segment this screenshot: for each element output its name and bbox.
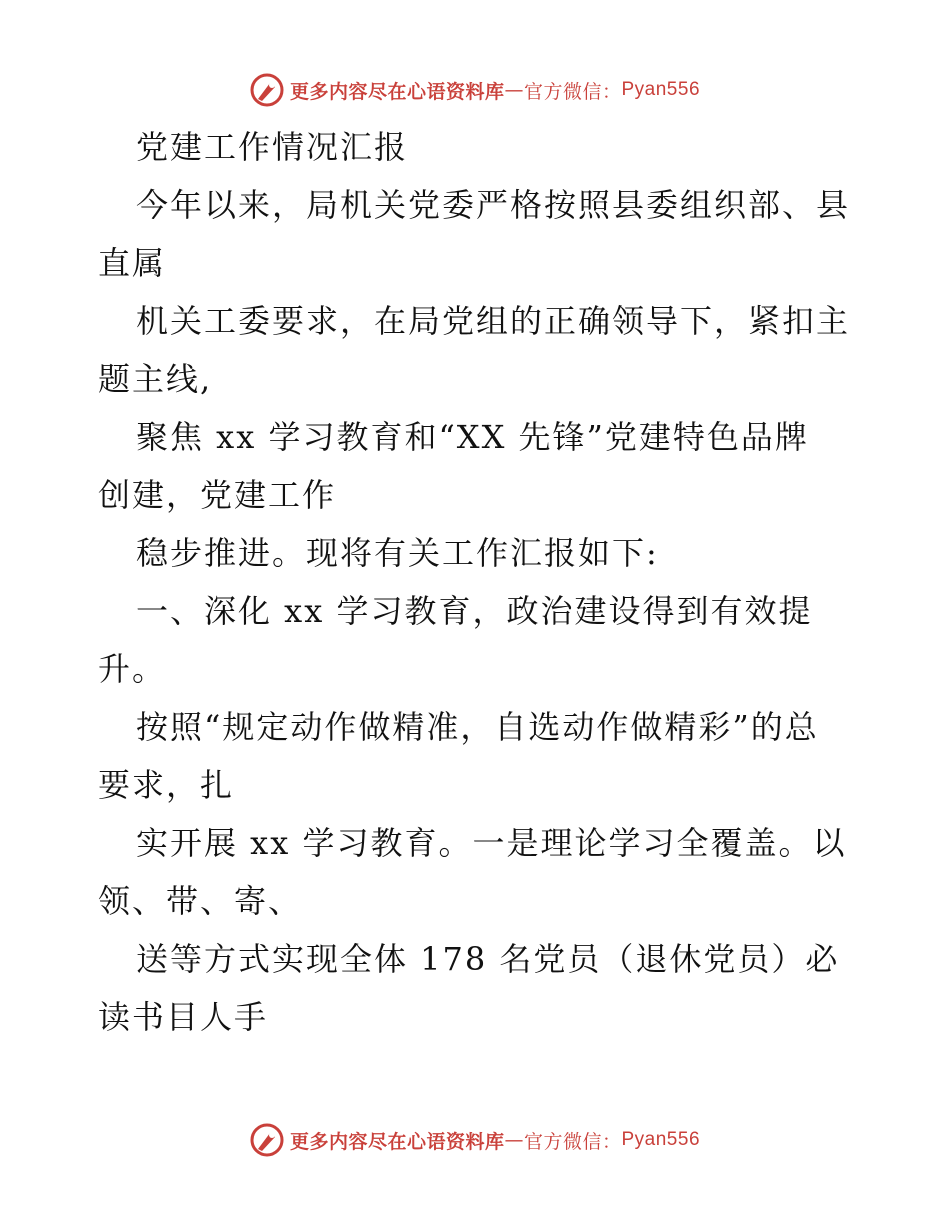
- doc-line: 题主线,: [98, 360, 213, 398]
- doc-line: 读书目人手: [98, 998, 269, 1036]
- banner-brand: 更多内容尽在心语资料库: [289, 1130, 505, 1153]
- doc-line: 升。: [98, 650, 167, 688]
- pen-nib-logo-icon: [250, 73, 284, 107]
- doc-line: 机关工委要求，在局党组的正确领导下，紧扣主: [136, 302, 851, 340]
- doc-line: 聚焦 xx 学习教育和“XX 先锋”党建特色品牌: [136, 418, 809, 456]
- doc-line: 直属: [98, 244, 167, 282]
- pen-nib-logo-icon: [250, 1123, 284, 1157]
- doc-line: 送等方式实现全体 178 名党员（退休党员）必: [136, 940, 840, 978]
- doc-line: 领、带、寄、: [98, 882, 303, 920]
- doc-line: 按照“规定动作做精准，自选动作做精彩”的总: [136, 708, 819, 746]
- banner-dash: —: [504, 79, 524, 101]
- header-banner: [0, 70, 950, 110]
- doc-line: 创建，党建工作: [98, 476, 337, 514]
- doc-line: 党建工作情况汇报: [136, 128, 409, 166]
- document-body: [98, 118, 858, 1046]
- banner-wechat-label: 官方微信：: [523, 80, 622, 103]
- banner-brand: 更多内容尽在心语资料库: [289, 80, 505, 103]
- doc-line: 实开展 xx 学习教育。一是理论学习全覆盖。以: [136, 824, 847, 862]
- banner-account: Pyan556: [621, 1129, 701, 1150]
- banner-dash: —: [504, 1129, 524, 1151]
- doc-line: 要求，扎: [98, 766, 235, 804]
- doc-line: 今年以来，局机关党委严格按照县委组织部、县: [136, 186, 851, 224]
- banner-account: Pyan556: [621, 79, 701, 100]
- footer-banner: [0, 1120, 950, 1160]
- banner-wechat-label: 官方微信：: [523, 1130, 622, 1153]
- doc-line: 稳步推进。现将有关工作汇报如下:: [136, 534, 659, 572]
- doc-line: 一、深化 xx 学习教育，政治建设得到有效提: [136, 592, 813, 630]
